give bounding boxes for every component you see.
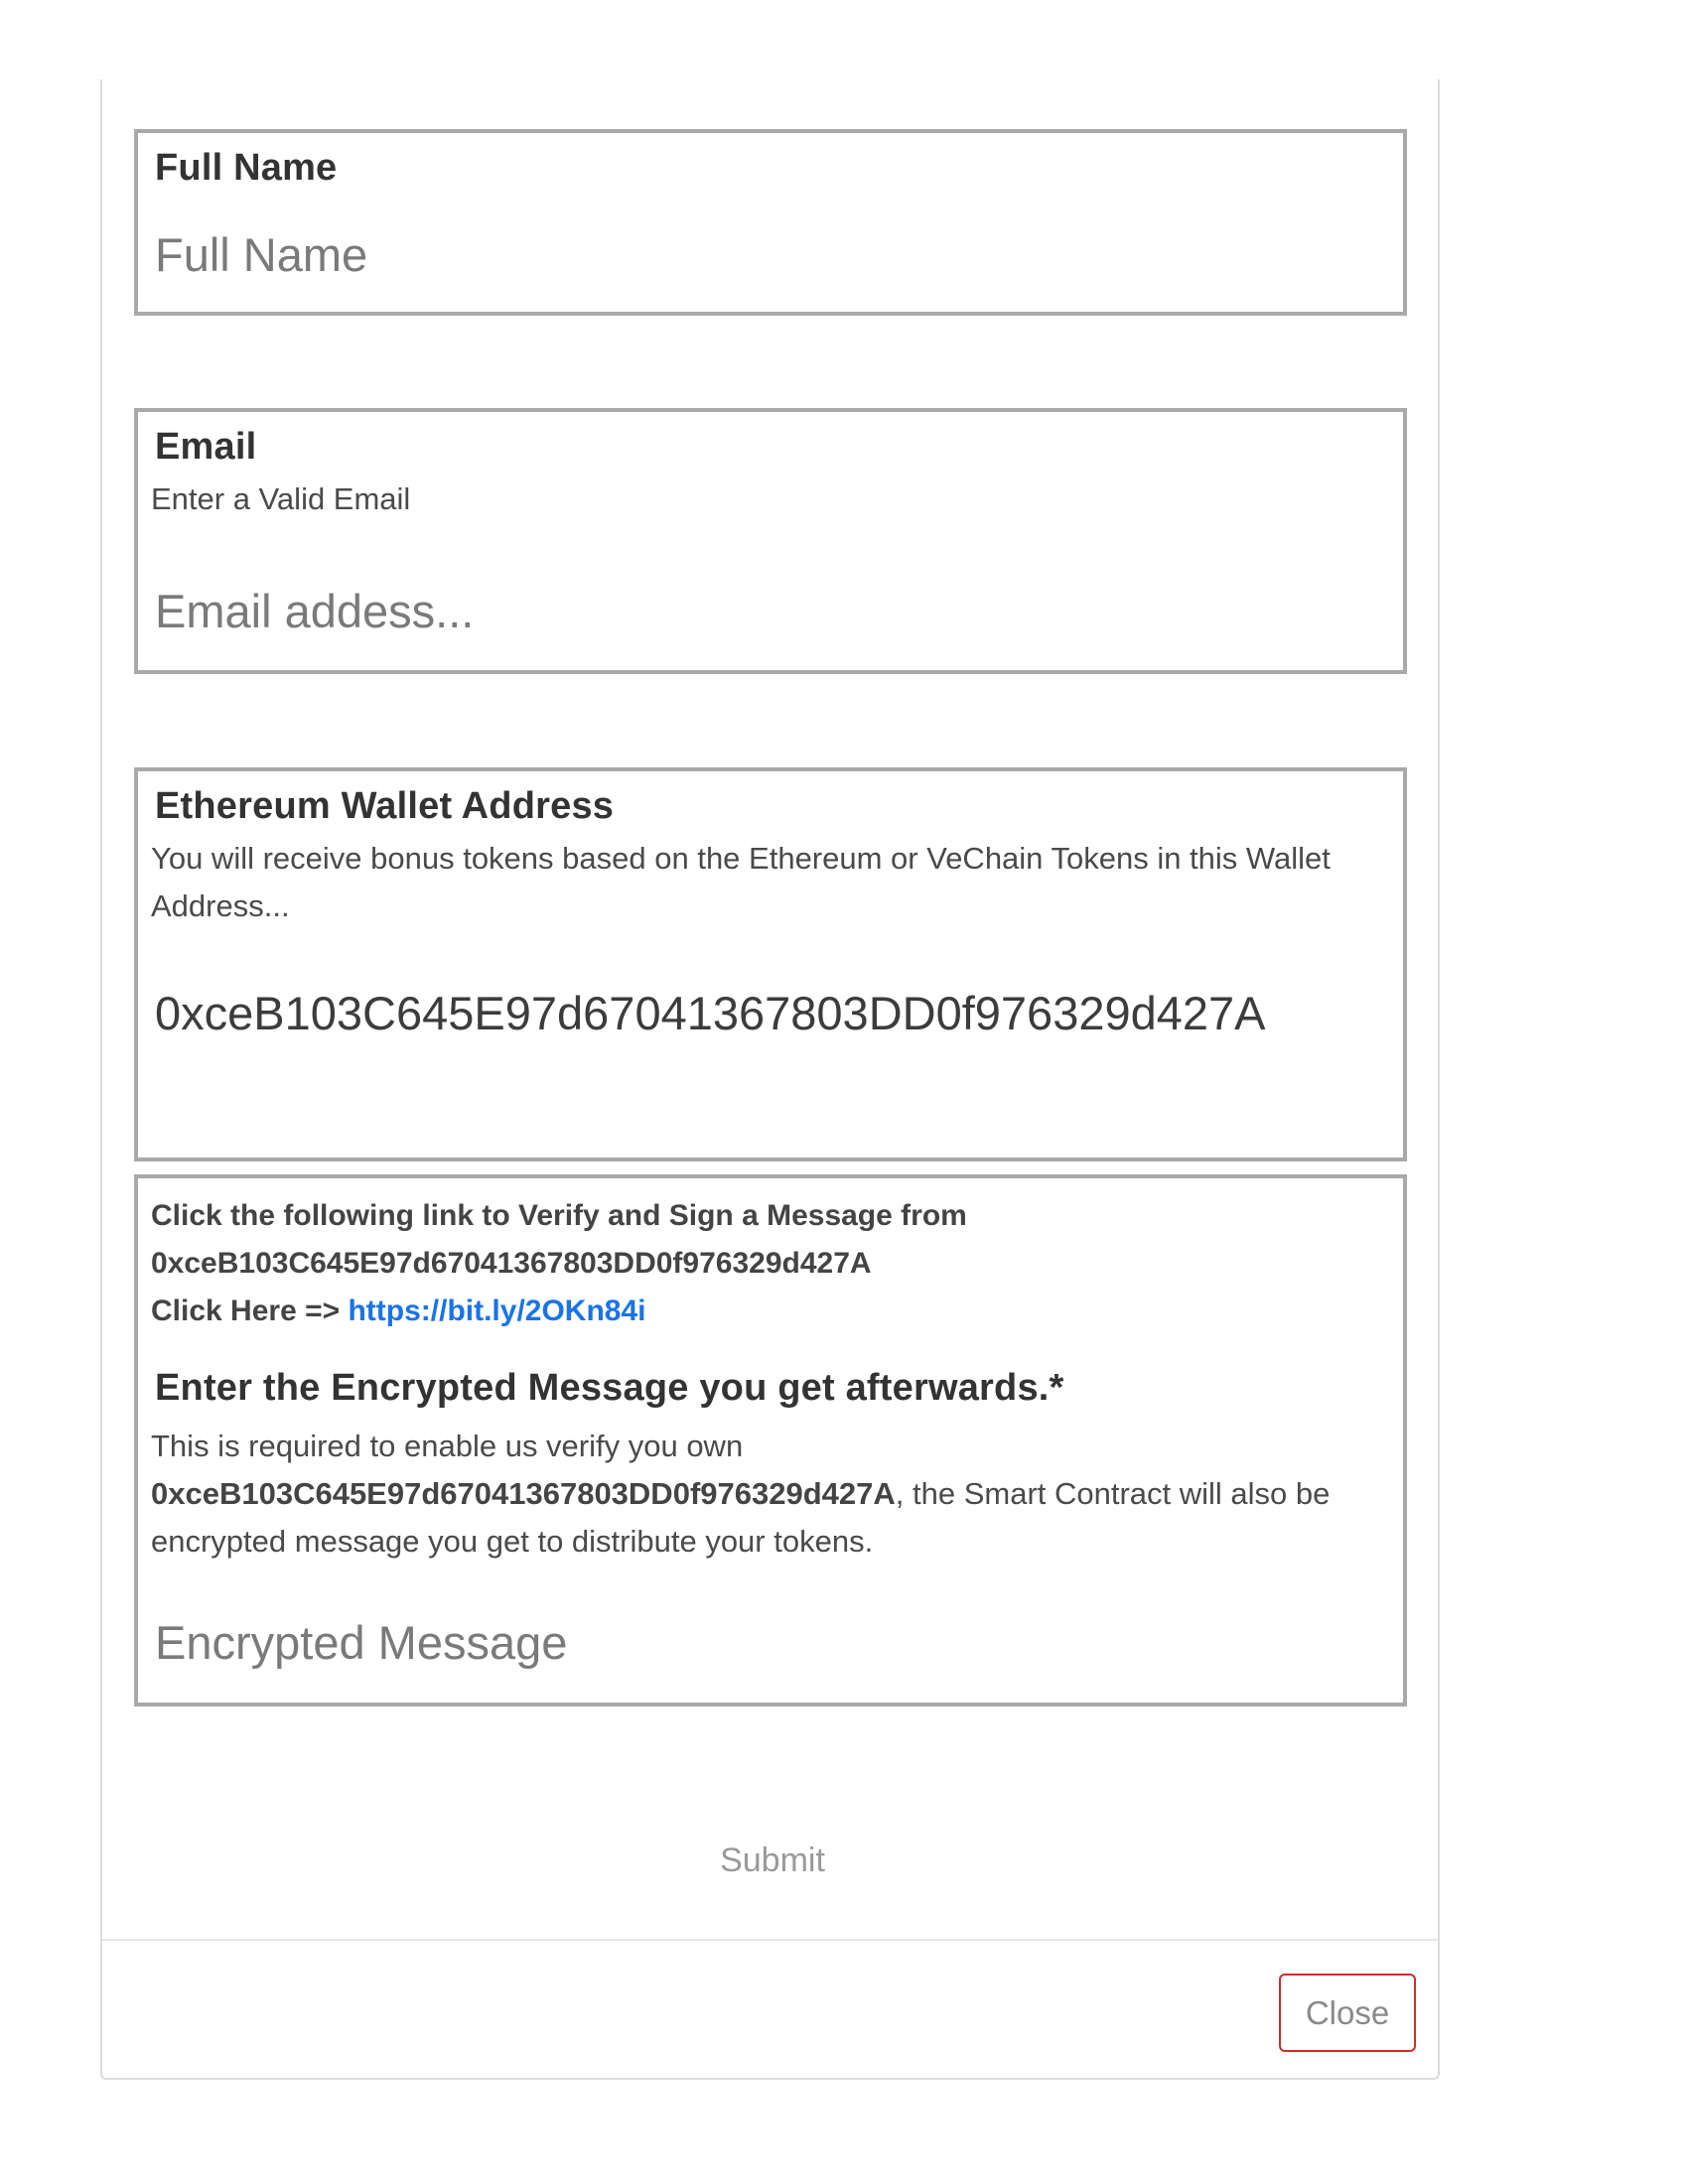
form-modal — [100, 79, 1440, 2080]
wallet-field-group — [134, 767, 1407, 1161]
verify-intro-text: Click the following link to Verify and Sign a Message from — [151, 1199, 967, 1232]
email-help-text: Enter a Valid Email — [151, 481, 411, 516]
encrypted-message-input[interactable] — [155, 1607, 1383, 1677]
email-input[interactable] — [155, 579, 1383, 642]
wallet-label: Ethereum Wallet Address — [155, 785, 615, 827]
close-button[interactable]: Close — [1279, 1974, 1416, 2052]
encrypted-message-label: Enter the Encrypted Message you get afterwards.* — [155, 1367, 1064, 1409]
full-name-field-group — [134, 129, 1407, 316]
encrypted-message-help — [151, 1423, 1379, 1566]
verify-wallet-address: 0xceB103C645E97d67041367803DD0f976329d427A — [151, 1247, 872, 1280]
wallet-address-input[interactable] — [155, 978, 1383, 1047]
verify-field-group — [134, 1174, 1407, 1706]
full-name-label: Full Name — [155, 147, 338, 189]
verify-link-line — [151, 1288, 1379, 1335]
encrypted-help-end: , the Smart Contract will also be encrypted message you get to distribute your tokens. — [151, 1476, 1331, 1559]
verify-instructions — [151, 1192, 1379, 1335]
click-here-prefix: Click Here => — [151, 1295, 341, 1327]
encrypted-help-address: 0xceB103C645E97d67041367803DD0f976329d427A — [151, 1476, 896, 1511]
email-label: Email — [155, 426, 257, 468]
email-field-group — [134, 408, 1407, 674]
encrypted-help-start: This is required to enable us verify you own — [151, 1429, 744, 1463]
modal-footer-divider — [102, 1939, 1438, 1941]
wallet-help-text: You will receive bonus tokens based on the Ethereum or VeChain Tokens in this Wallet Address... — [151, 841, 1331, 923]
verify-sign-link[interactable]: https://bit.ly/2OKn84i — [348, 1295, 646, 1327]
submit-button[interactable]: Submit — [660, 1831, 885, 1890]
full-name-input[interactable] — [155, 222, 1383, 286]
